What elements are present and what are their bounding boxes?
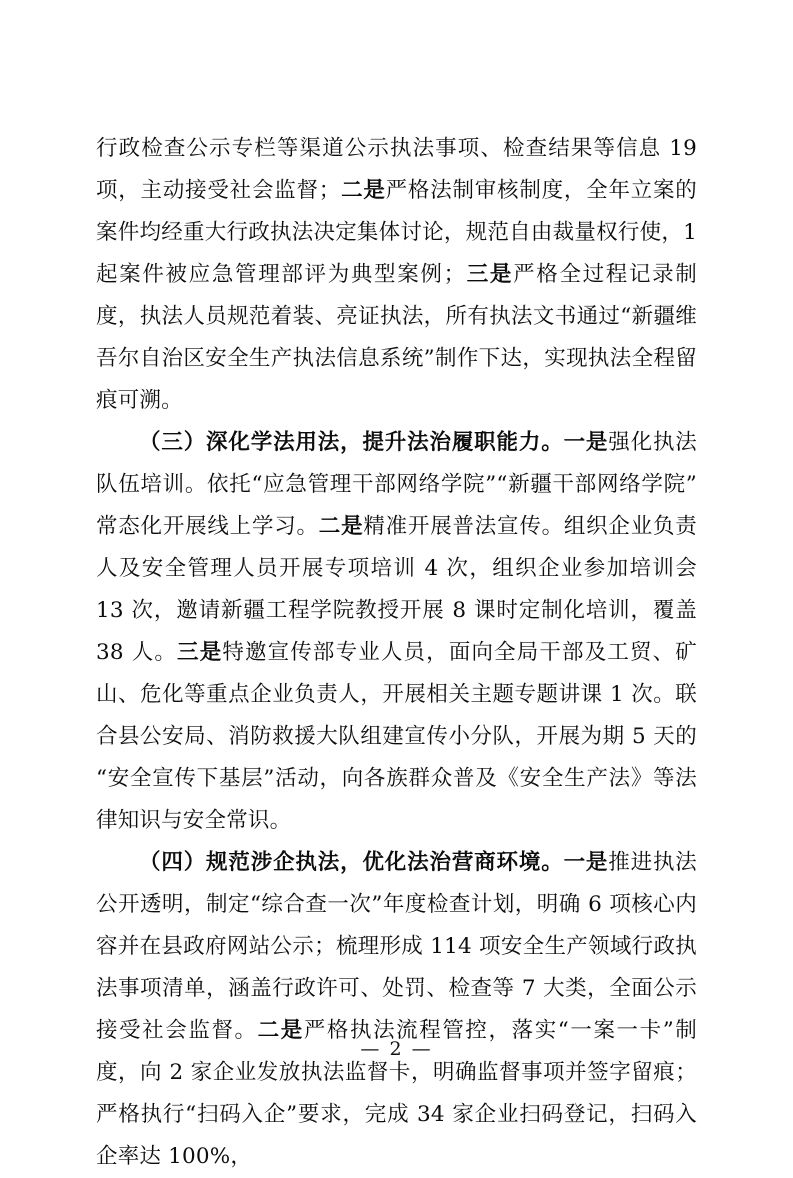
text-run-emphasis: 二是 [318,514,364,539]
section-heading-four: （四）规范涉企执法，优化法治营商环境。 [139,850,564,875]
paragraph-section-three [96,422,697,842]
text-run-emphasis: 三是 [177,640,223,665]
text-run: 推进执法公开透明，制定“综合查一次”年度检查计划，明确 6 项核心内容并在县政府网站公示；梳理形成 114 项安全生产领域行政执法事项清单，涵盖行政许可、处罚、检查等 7 大类，全面公示接受社会监督。 [96,850,697,1043]
text-run-emphasis: 二是 [340,178,386,203]
text-run-emphasis: 二是 [257,1018,304,1043]
text-run: 行政检查公示专栏等渠道公示执法事项、检查结果等信息 19 项，主动接受社会监督； [96,136,697,203]
document-body [96,128,697,1178]
paragraph-continuation [96,128,697,422]
text-run: 严格执法流程管控，落实“一案一卡”制度，向 2 家企业发放执法监督卡，明确监督事项并签字留痕；严格执行“扫码入企”要求，完成 34 家企业扫码登记，扫码入企率达 100%， [96,1018,697,1169]
text-run: 精准开展普法宣传。组织企业负责人及安全管理人员开展专项培训 4 次，组织企业参加培训会 13 次，邀请新疆工程学院教授开展 8 课时定制化培训，覆盖 38 人。 [96,514,697,665]
paragraph-section-four [96,842,697,1178]
text-run: 严格全过程记录制度，执法人员规范着装、亮证执法，所有执法文书通过“新疆维吾尔自治区安全生产执法信息系统”制作下达，实现执法全程留痕可溯。 [96,262,698,413]
section-heading-three: （三）深化学法用法，提升法治履职能力。 [139,430,564,455]
text-run: 强化执法队伍培训。依托“应急管理干部网络学院”“新疆干部网络学院”常态化开展线上学习。 [96,430,697,539]
page-number: — 2 — [360,1038,433,1060]
text-run: 严格法制审核制度，全年立案的案件均经重大行政执法决定集体讨论，规范自由裁量权行使，1 起案件被应急管理部评为典型案例； [96,178,697,287]
text-run-emphasis: 一是 [563,850,609,875]
text-run-emphasis: 三是 [465,262,514,287]
text-run-emphasis: 一是 [563,430,609,455]
text-run: 特邀宣传部专业人员，面向全局干部及工贸、矿山、危化等重点企业负责人，开展相关主题专题讲课 1 次。联合县公安局、消防救援大队组建宣传小分队，开展为期 5 天的“安全宣传下基层”活动，向各族群众普及《安全生产法》等法律知识与安全常识。 [96,640,697,833]
